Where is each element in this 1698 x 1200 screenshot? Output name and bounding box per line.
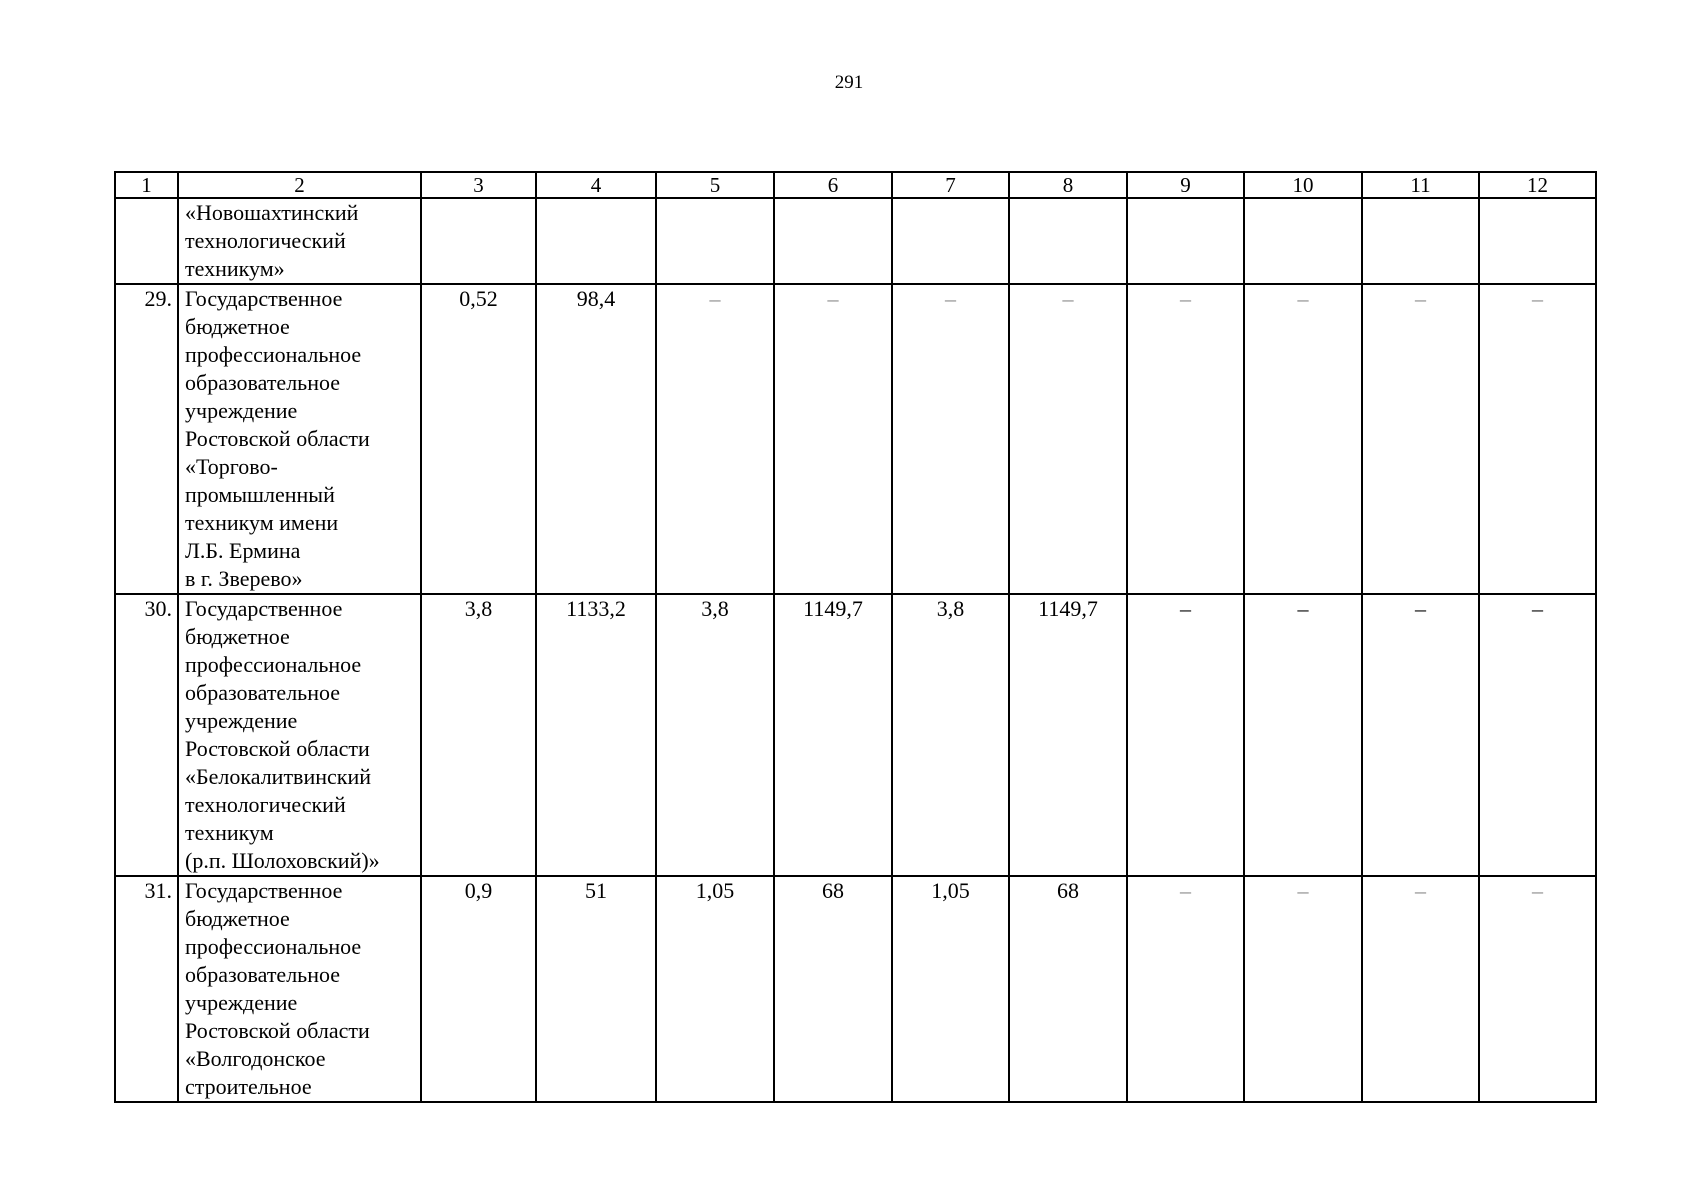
row-number-cell bbox=[115, 198, 178, 284]
institution-name-line: Государственное bbox=[185, 878, 343, 903]
table-row bbox=[115, 876, 1596, 1102]
institution-name-line: образовательное bbox=[185, 962, 341, 987]
institution-name-line: профессиональное bbox=[185, 652, 362, 677]
value-cell-col-3: 0,52 bbox=[421, 284, 536, 594]
institution-name-line: профессиональное bbox=[185, 342, 362, 367]
institution-name-line: в г. Зверево» bbox=[185, 566, 303, 591]
institution-name-line: техникум имени bbox=[185, 510, 339, 535]
value-cell-col-4: 1133,2 bbox=[536, 594, 656, 876]
value-cell-col-6: 1149,7 bbox=[774, 594, 892, 876]
value-cell-col-7: 3,8 bbox=[892, 594, 1009, 876]
row-number-cell: 31. bbox=[115, 876, 178, 1102]
value-cell-col-7 bbox=[892, 198, 1009, 284]
column-header: 8 bbox=[1009, 172, 1127, 198]
institution-name-line: Л.Б. Ермина bbox=[185, 538, 301, 563]
institution-name-line: технологический bbox=[185, 228, 346, 253]
institution-name-line: образовательное bbox=[185, 680, 341, 705]
value-cell-col-10: – bbox=[1244, 594, 1362, 876]
value-cell-col-3: 0,9 bbox=[421, 876, 536, 1102]
institution-name-line: бюджетное bbox=[185, 314, 290, 339]
value-cell-col-12 bbox=[1479, 198, 1596, 284]
value-cell-col-9: – bbox=[1127, 594, 1244, 876]
table-row bbox=[115, 198, 1596, 284]
institution-name-line: Государственное bbox=[185, 286, 343, 311]
column-number-header-row bbox=[115, 172, 1596, 198]
institution-name-line: (р.п. Шолоховский)» bbox=[185, 848, 380, 873]
institution-name-line: техникум bbox=[185, 820, 274, 845]
column-header: 7 bbox=[892, 172, 1009, 198]
institution-name-line: «Новошахтинский bbox=[185, 200, 359, 225]
column-header: 1 bbox=[115, 172, 178, 198]
value-cell-col-8: 68 bbox=[1009, 876, 1127, 1102]
table-row bbox=[115, 284, 1596, 594]
institution-name-cell bbox=[178, 284, 421, 594]
column-header: 11 bbox=[1362, 172, 1479, 198]
value-cell-col-12: – bbox=[1479, 594, 1596, 876]
value-cell-col-8 bbox=[1009, 198, 1127, 284]
value-cell-col-6: 68 bbox=[774, 876, 892, 1102]
column-header: 4 bbox=[536, 172, 656, 198]
value-cell-col-3: 3,8 bbox=[421, 594, 536, 876]
value-cell-col-5: 1,05 bbox=[656, 876, 774, 1102]
value-cell-col-11: – bbox=[1362, 876, 1479, 1102]
institution-name-line: «Белокалитвинский bbox=[185, 764, 371, 789]
column-header: 10 bbox=[1244, 172, 1362, 198]
value-cell-col-9: – bbox=[1127, 876, 1244, 1102]
institution-name-line: учреждение bbox=[185, 398, 298, 423]
value-cell-col-4 bbox=[536, 198, 656, 284]
institution-name-cell bbox=[178, 198, 421, 284]
value-cell-col-10: – bbox=[1244, 284, 1362, 594]
page-number: 291 bbox=[834, 72, 864, 93]
institution-name-cell bbox=[178, 876, 421, 1102]
value-cell-col-7: 1,05 bbox=[892, 876, 1009, 1102]
column-header: 9 bbox=[1127, 172, 1244, 198]
table-row bbox=[115, 594, 1596, 876]
value-cell-col-12: – bbox=[1479, 876, 1596, 1102]
data-table bbox=[114, 171, 1597, 1103]
institution-name-line: Ростовской области bbox=[185, 1018, 370, 1043]
value-cell-col-3 bbox=[421, 198, 536, 284]
institution-name-line: учреждение bbox=[185, 990, 298, 1015]
value-cell-col-9: – bbox=[1127, 284, 1244, 594]
institution-name-line: техникум» bbox=[185, 256, 285, 281]
value-cell-col-11 bbox=[1362, 198, 1479, 284]
value-cell-col-10 bbox=[1244, 198, 1362, 284]
value-cell-col-8: – bbox=[1009, 284, 1127, 594]
value-cell-col-5: – bbox=[656, 284, 774, 594]
column-header: 12 bbox=[1479, 172, 1596, 198]
institution-name-line: Государственное bbox=[185, 596, 343, 621]
value-cell-col-6 bbox=[774, 198, 892, 284]
institution-name-line: строительное bbox=[185, 1074, 312, 1099]
institution-name-line: «Торгово- bbox=[185, 454, 278, 479]
value-cell-col-4: 98,4 bbox=[536, 284, 656, 594]
value-cell-col-12: – bbox=[1479, 284, 1596, 594]
institution-name-line: технологический bbox=[185, 792, 346, 817]
value-cell-col-6: – bbox=[774, 284, 892, 594]
value-cell-col-5 bbox=[656, 198, 774, 284]
column-header: 6 bbox=[774, 172, 892, 198]
value-cell-col-11: – bbox=[1362, 594, 1479, 876]
column-header: 5 bbox=[656, 172, 774, 198]
value-cell-col-4: 51 bbox=[536, 876, 656, 1102]
institution-name-line: промышленный bbox=[185, 482, 335, 507]
row-number-cell: 30. bbox=[115, 594, 178, 876]
column-header: 2 bbox=[178, 172, 421, 198]
institution-name-line: Ростовской области bbox=[185, 736, 370, 761]
value-cell-col-9 bbox=[1127, 198, 1244, 284]
value-cell-col-11: – bbox=[1362, 284, 1479, 594]
row-number-cell: 29. bbox=[115, 284, 178, 594]
column-header: 3 bbox=[421, 172, 536, 198]
value-cell-col-10: – bbox=[1244, 876, 1362, 1102]
institution-name-line: бюджетное bbox=[185, 906, 290, 931]
institution-name-line: «Волгодонское bbox=[185, 1046, 326, 1071]
institution-name-line: Ростовской области bbox=[185, 426, 370, 451]
institution-name-line: бюджетное bbox=[185, 624, 290, 649]
value-cell-col-7: – bbox=[892, 284, 1009, 594]
institution-name-line: образовательное bbox=[185, 370, 341, 395]
value-cell-col-8: 1149,7 bbox=[1009, 594, 1127, 876]
value-cell-col-5: 3,8 bbox=[656, 594, 774, 876]
institution-name-line: профессиональное bbox=[185, 934, 362, 959]
institution-name-line: учреждение bbox=[185, 708, 298, 733]
institution-name-cell bbox=[178, 594, 421, 876]
